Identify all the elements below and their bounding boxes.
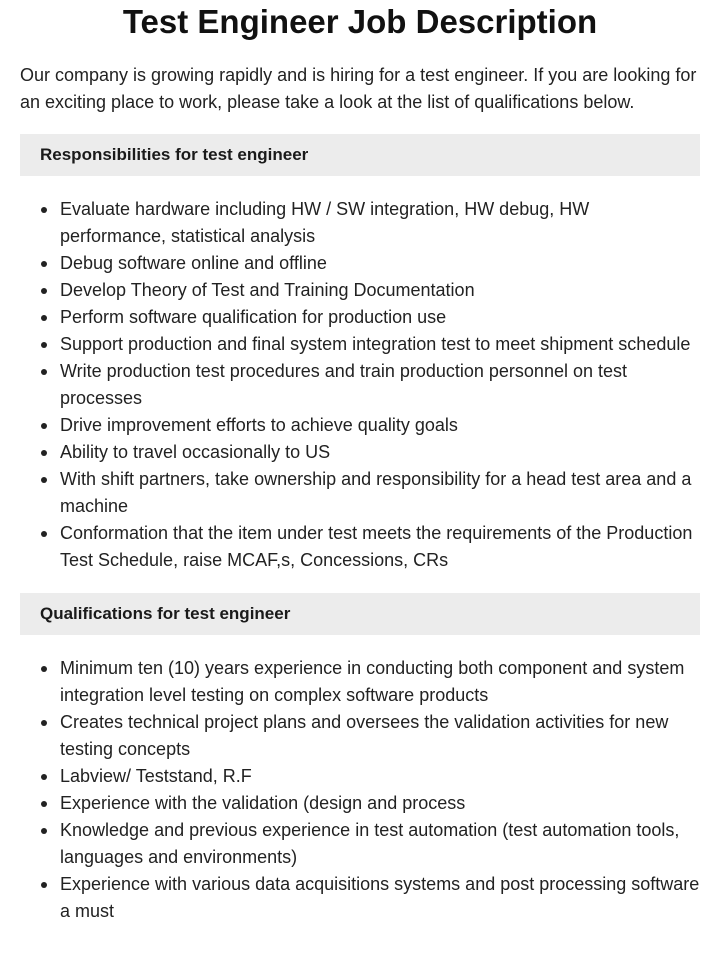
responsibilities-list	[20, 196, 700, 574]
list-item	[20, 439, 700, 466]
bullet-icon	[41, 288, 47, 294]
list-item	[20, 655, 700, 709]
bullet-icon	[41, 369, 47, 375]
bullet-icon	[41, 720, 47, 726]
list-item	[20, 817, 700, 871]
bullet-icon	[41, 477, 47, 483]
list-item-text: Drive improvement efforts to achieve quality goals	[60, 415, 458, 435]
bullet-icon	[41, 207, 47, 213]
list-item-text: With shift partners, take ownership and responsibility for a head test area and a machine	[60, 469, 692, 516]
list-item-text: Ability to travel occasionally to US	[60, 442, 331, 462]
qualifications-list	[20, 655, 700, 925]
list-item-text: Develop Theory of Test and Training Documentation	[60, 280, 475, 300]
bullet-icon	[41, 774, 47, 780]
bullet-icon	[41, 828, 47, 834]
list-item-text: Labview/ Teststand, R.F	[60, 766, 252, 786]
bullet-icon	[41, 531, 47, 537]
list-item	[20, 520, 700, 574]
bullet-icon	[41, 423, 47, 429]
list-item	[20, 331, 700, 358]
list-item-text: Experience with various data acquisitions systems and post processing software a must	[60, 874, 700, 921]
bullet-icon	[41, 666, 47, 672]
list-item	[20, 412, 700, 439]
list-item	[20, 250, 700, 277]
list-item	[20, 277, 700, 304]
list-item-text: Debug software online and offline	[60, 253, 327, 273]
intro-paragraph: Our company is growing rapidly and is hiring for a test engineer. If you are looking for an exciting place to work, please take a look at the list of qualifications below.	[20, 65, 697, 112]
list-item	[20, 871, 700, 925]
list-item-text: Experience with the validation (design and process	[60, 793, 466, 813]
list-item	[20, 196, 700, 250]
responsibilities-heading: Responsibilities for test engineer	[20, 134, 700, 176]
bullet-icon	[41, 450, 47, 456]
page-title: Test Engineer Job Description	[122, 3, 598, 40]
bullet-icon	[41, 801, 47, 807]
list-item-text: Minimum ten (10) years experience in conducting both component and system integration level testing on complex software products	[60, 658, 685, 705]
bullet-icon	[41, 315, 47, 321]
list-item	[20, 709, 700, 763]
list-item-text: Perform software qualification for production use	[60, 307, 447, 327]
list-item	[20, 763, 700, 790]
bullet-icon	[41, 342, 47, 348]
list-item-text: Write production test procedures and train production personnel on test processes	[60, 361, 627, 408]
list-item	[20, 790, 700, 817]
list-item-text: Evaluate hardware including HW / SW integration, HW debug, HW performance, statistical analysis	[60, 199, 590, 246]
bullet-icon	[41, 261, 47, 267]
list-item	[20, 466, 700, 520]
list-item-text: Creates technical project plans and oversees the validation activities for new testing concepts	[60, 712, 669, 759]
list-item	[20, 358, 700, 412]
list-item-text: Support production and final system integration test to meet shipment schedule	[60, 334, 691, 354]
list-item	[20, 304, 700, 331]
list-item-text: Conformation that the item under test meets the requirements of the Production Test Schedule, raise MCAF,s, Concessions, CRs	[60, 523, 693, 570]
bullet-icon	[41, 882, 47, 888]
list-item-text: Knowledge and previous experience in test automation (test automation tools, languages and environments)	[60, 820, 680, 867]
qualifications-heading: Qualifications for test engineer	[20, 593, 700, 635]
